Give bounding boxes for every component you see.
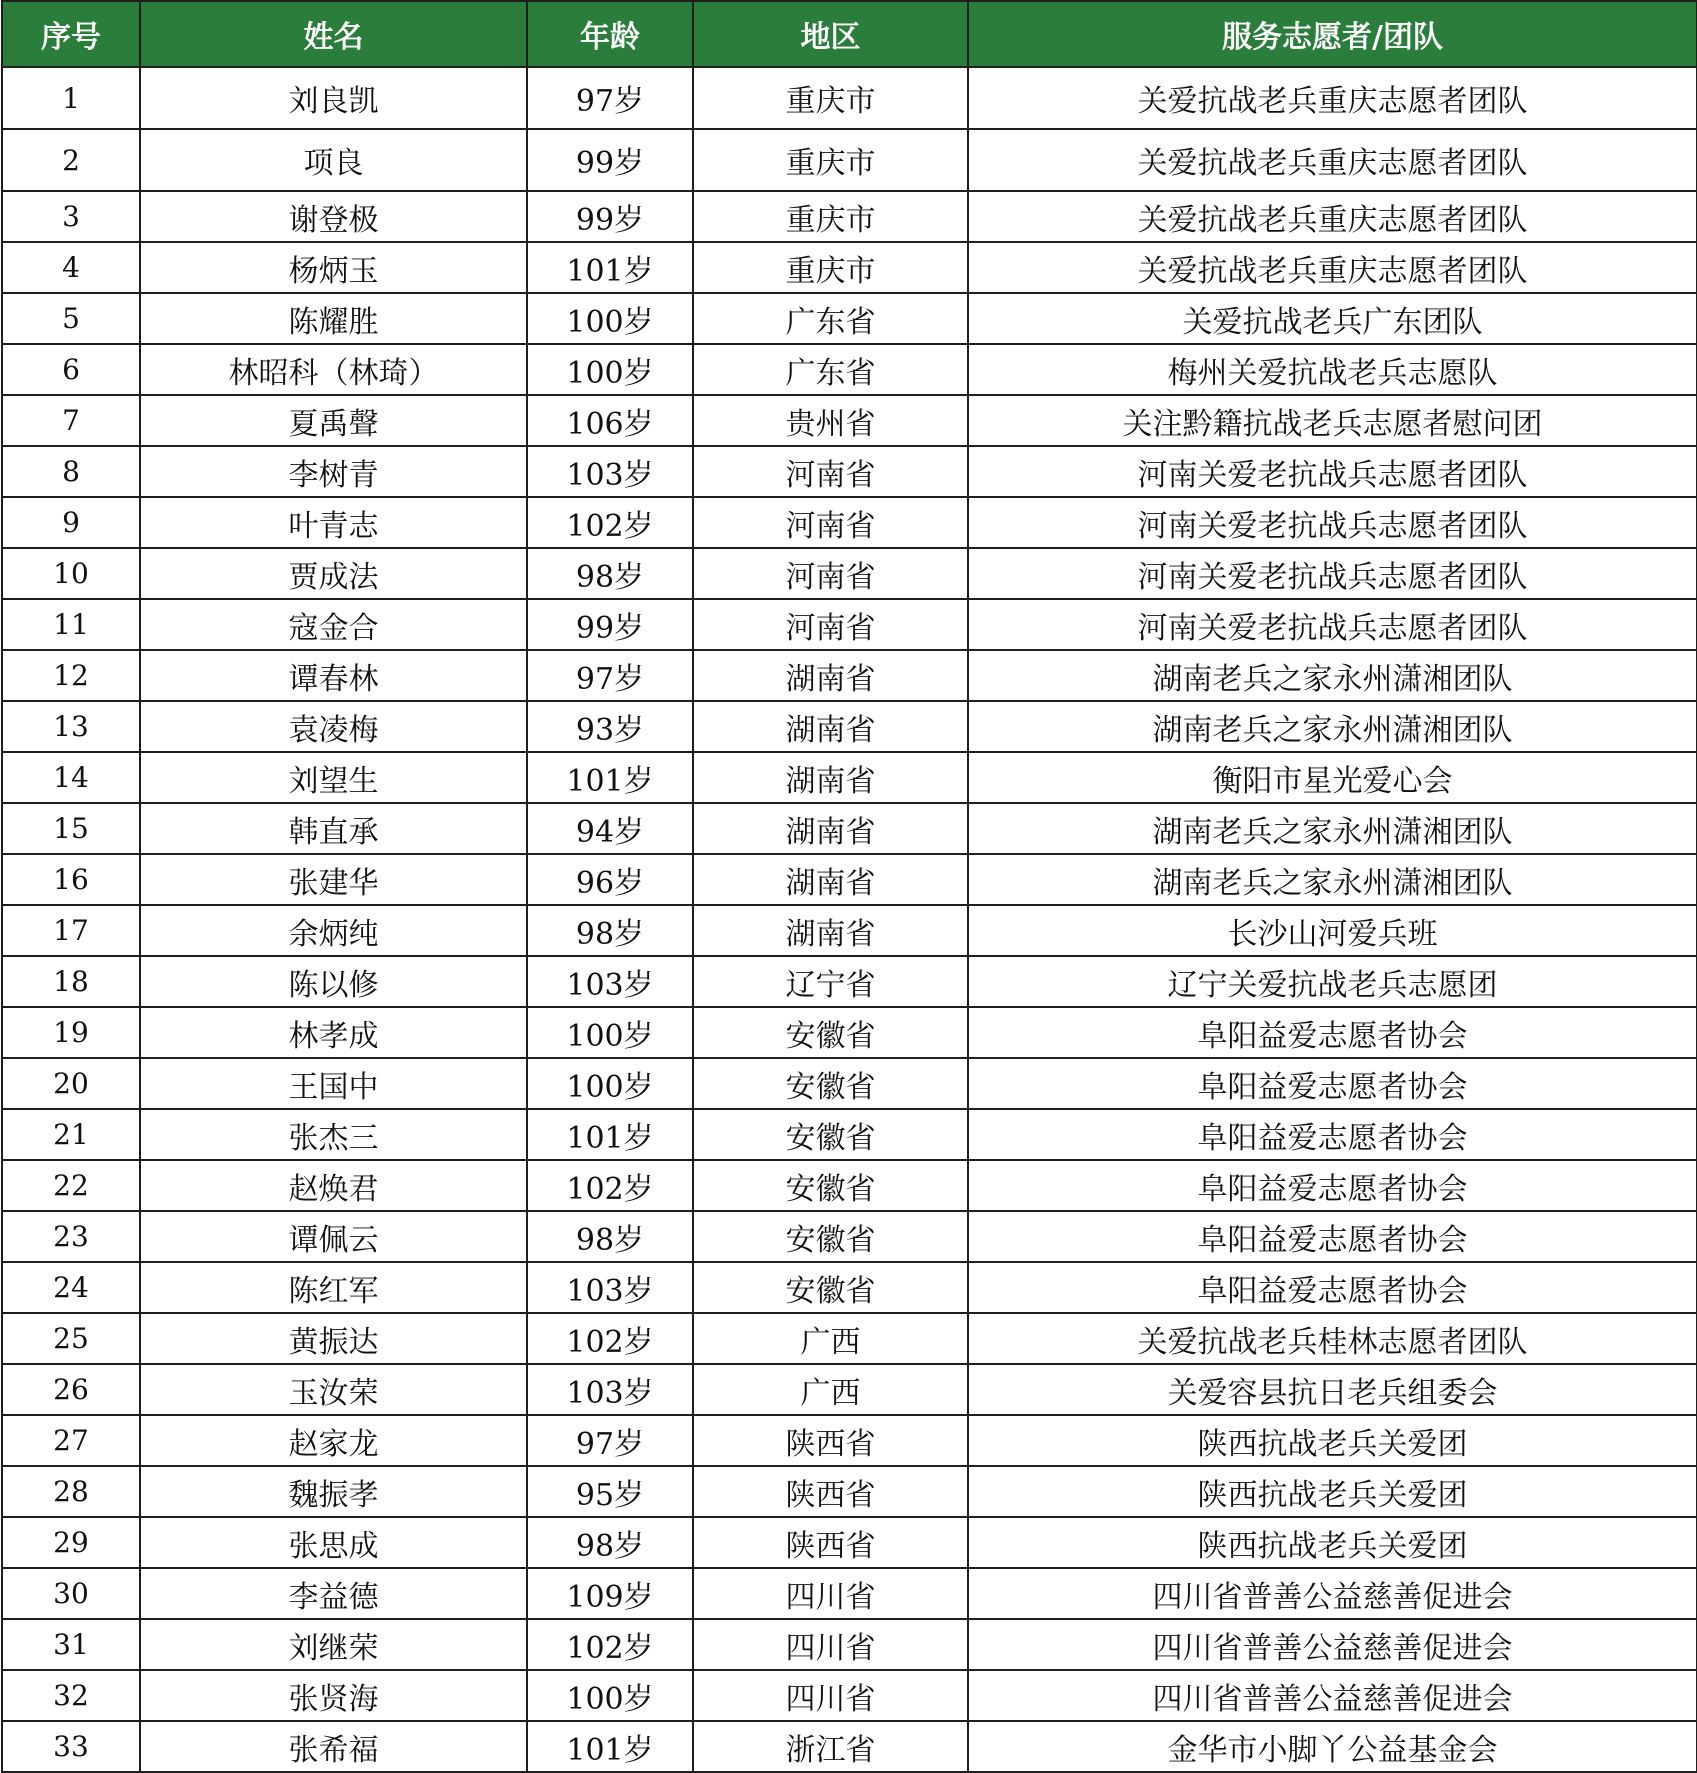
cell-serial: 30 [2, 1568, 140, 1619]
veterans-table [1, 0, 1697, 1773]
cell-name: 李树青 [140, 446, 527, 497]
cell-age: 109岁 [527, 1568, 693, 1619]
cell-serial: 7 [2, 395, 140, 446]
cell-region: 湖南省 [693, 803, 968, 854]
cell-region: 安徽省 [693, 1160, 968, 1211]
cell-region: 安徽省 [693, 1058, 968, 1109]
table-row [2, 1058, 1697, 1109]
cell-team: 阜阳益爱志愿者协会 [968, 1109, 1697, 1160]
table-row [2, 1313, 1697, 1364]
table-row [2, 752, 1697, 803]
cell-name: 李益德 [140, 1568, 527, 1619]
cell-team: 关爱容县抗日老兵组委会 [968, 1364, 1697, 1415]
cell-name: 杨炳玉 [140, 242, 527, 293]
cell-serial: 6 [2, 344, 140, 395]
table-row [2, 293, 1697, 344]
cell-serial: 11 [2, 599, 140, 650]
cell-team: 辽宁关爱抗战老兵志愿团 [968, 956, 1697, 1007]
header-team: 服务志愿者/团队 [968, 1, 1697, 67]
table-row [2, 191, 1697, 242]
cell-name: 陈红军 [140, 1262, 527, 1313]
cell-team: 衡阳市星光爱心会 [968, 752, 1697, 803]
cell-team: 四川省普善公益慈善促进会 [968, 1568, 1697, 1619]
cell-region: 安徽省 [693, 1007, 968, 1058]
cell-serial: 25 [2, 1313, 140, 1364]
table-row [2, 1109, 1697, 1160]
cell-region: 四川省 [693, 1670, 968, 1721]
cell-region: 贵州省 [693, 395, 968, 446]
table-row [2, 67, 1697, 129]
cell-name: 林孝成 [140, 1007, 527, 1058]
cell-region: 湖南省 [693, 854, 968, 905]
cell-name: 项良 [140, 129, 527, 191]
table-row [2, 1160, 1697, 1211]
cell-region: 湖南省 [693, 701, 968, 752]
cell-team: 湖南老兵之家永州潇湘团队 [968, 803, 1697, 854]
cell-age: 96岁 [527, 854, 693, 905]
cell-age: 102岁 [527, 1313, 693, 1364]
cell-team: 关爱抗战老兵广东团队 [968, 293, 1697, 344]
cell-age: 103岁 [527, 446, 693, 497]
cell-region: 河南省 [693, 548, 968, 599]
cell-team: 河南关爱老抗战兵志愿者团队 [968, 497, 1697, 548]
cell-name: 叶青志 [140, 497, 527, 548]
cell-name: 刘望生 [140, 752, 527, 803]
table-header [2, 1, 1697, 67]
table-row [2, 1721, 1697, 1772]
cell-age: 102岁 [527, 1619, 693, 1670]
cell-team: 阜阳益爱志愿者协会 [968, 1058, 1697, 1109]
cell-region: 四川省 [693, 1619, 968, 1670]
cell-region: 湖南省 [693, 650, 968, 701]
cell-serial: 1 [2, 67, 140, 129]
cell-name: 刘继荣 [140, 1619, 527, 1670]
cell-team: 阜阳益爱志愿者协会 [968, 1211, 1697, 1262]
cell-team: 陕西抗战老兵关爱团 [968, 1415, 1697, 1466]
table-row [2, 650, 1697, 701]
cell-age: 97岁 [527, 67, 693, 129]
cell-name: 陈以修 [140, 956, 527, 1007]
cell-age: 100岁 [527, 1670, 693, 1721]
cell-team: 关爱抗战老兵重庆志愿者团队 [968, 67, 1697, 129]
cell-age: 106岁 [527, 395, 693, 446]
cell-region: 四川省 [693, 1568, 968, 1619]
cell-region: 安徽省 [693, 1211, 968, 1262]
cell-serial: 33 [2, 1721, 140, 1772]
cell-serial: 3 [2, 191, 140, 242]
cell-team: 阜阳益爱志愿者协会 [968, 1007, 1697, 1058]
cell-age: 103岁 [527, 956, 693, 1007]
cell-name: 张思成 [140, 1517, 527, 1568]
cell-serial: 21 [2, 1109, 140, 1160]
cell-region: 重庆市 [693, 191, 968, 242]
cell-region: 河南省 [693, 446, 968, 497]
cell-serial: 16 [2, 854, 140, 905]
cell-team: 阜阳益爱志愿者协会 [968, 1262, 1697, 1313]
cell-serial: 5 [2, 293, 140, 344]
cell-age: 100岁 [527, 293, 693, 344]
cell-team: 河南关爱老抗战兵志愿者团队 [968, 446, 1697, 497]
cell-name: 张建华 [140, 854, 527, 905]
table-row [2, 446, 1697, 497]
cell-name: 余炳纯 [140, 905, 527, 956]
cell-team: 湖南老兵之家永州潇湘团队 [968, 701, 1697, 752]
cell-region: 陕西省 [693, 1466, 968, 1517]
cell-serial: 17 [2, 905, 140, 956]
cell-serial: 15 [2, 803, 140, 854]
cell-age: 99岁 [527, 129, 693, 191]
cell-name: 张贤海 [140, 1670, 527, 1721]
table-row [2, 1670, 1697, 1721]
cell-team: 湖南老兵之家永州潇湘团队 [968, 650, 1697, 701]
cell-serial: 2 [2, 129, 140, 191]
cell-name: 玉汝荣 [140, 1364, 527, 1415]
table-row [2, 129, 1697, 191]
cell-region: 辽宁省 [693, 956, 968, 1007]
cell-serial: 26 [2, 1364, 140, 1415]
cell-team: 阜阳益爱志愿者协会 [968, 1160, 1697, 1211]
cell-region: 重庆市 [693, 129, 968, 191]
cell-age: 102岁 [527, 1160, 693, 1211]
table-row [2, 548, 1697, 599]
cell-region: 广西 [693, 1364, 968, 1415]
cell-team: 陕西抗战老兵关爱团 [968, 1517, 1697, 1568]
cell-region: 安徽省 [693, 1262, 968, 1313]
cell-age: 99岁 [527, 599, 693, 650]
table-row [2, 1619, 1697, 1670]
cell-name: 林昭科（林琦） [140, 344, 527, 395]
cell-name: 谭佩云 [140, 1211, 527, 1262]
cell-team: 四川省普善公益慈善促进会 [968, 1619, 1697, 1670]
cell-age: 101岁 [527, 1109, 693, 1160]
cell-serial: 31 [2, 1619, 140, 1670]
table-row [2, 599, 1697, 650]
table-row [2, 242, 1697, 293]
cell-age: 100岁 [527, 1007, 693, 1058]
cell-region: 湖南省 [693, 905, 968, 956]
cell-name: 贾成法 [140, 548, 527, 599]
cell-serial: 29 [2, 1517, 140, 1568]
cell-serial: 20 [2, 1058, 140, 1109]
table-row [2, 1364, 1697, 1415]
cell-age: 98岁 [527, 905, 693, 956]
cell-serial: 23 [2, 1211, 140, 1262]
cell-age: 94岁 [527, 803, 693, 854]
cell-team: 河南关爱老抗战兵志愿者团队 [968, 548, 1697, 599]
table-row [2, 905, 1697, 956]
cell-serial: 4 [2, 242, 140, 293]
cell-age: 97岁 [527, 650, 693, 701]
cell-age: 98岁 [527, 1517, 693, 1568]
cell-name: 谢登极 [140, 191, 527, 242]
table-row [2, 956, 1697, 1007]
cell-age: 101岁 [527, 242, 693, 293]
cell-region: 重庆市 [693, 67, 968, 129]
cell-team: 陕西抗战老兵关爱团 [968, 1466, 1697, 1517]
cell-serial: 32 [2, 1670, 140, 1721]
cell-name: 陈耀胜 [140, 293, 527, 344]
cell-serial: 24 [2, 1262, 140, 1313]
cell-age: 98岁 [527, 548, 693, 599]
table-row [2, 1415, 1697, 1466]
cell-name: 刘良凯 [140, 67, 527, 129]
cell-team: 河南关爱老抗战兵志愿者团队 [968, 599, 1697, 650]
table-row [2, 701, 1697, 752]
cell-team: 关注黔籍抗战老兵志愿者慰问团 [968, 395, 1697, 446]
cell-team: 梅州关爱抗战老兵志愿队 [968, 344, 1697, 395]
cell-name: 黄振达 [140, 1313, 527, 1364]
cell-region: 湖南省 [693, 752, 968, 803]
table-row [2, 803, 1697, 854]
cell-region: 陕西省 [693, 1415, 968, 1466]
header-age: 年龄 [527, 1, 693, 67]
cell-name: 赵家龙 [140, 1415, 527, 1466]
cell-region: 安徽省 [693, 1109, 968, 1160]
table-row [2, 395, 1697, 446]
cell-team: 关爱抗战老兵重庆志愿者团队 [968, 191, 1697, 242]
cell-serial: 9 [2, 497, 140, 548]
cell-name: 赵焕君 [140, 1160, 527, 1211]
cell-serial: 28 [2, 1466, 140, 1517]
cell-age: 99岁 [527, 191, 693, 242]
header-serial: 序号 [2, 1, 140, 67]
table-row [2, 344, 1697, 395]
cell-age: 95岁 [527, 1466, 693, 1517]
cell-team: 长沙山河爱兵班 [968, 905, 1697, 956]
table-row [2, 1262, 1697, 1313]
cell-name: 谭春林 [140, 650, 527, 701]
cell-serial: 14 [2, 752, 140, 803]
cell-age: 93岁 [527, 701, 693, 752]
cell-region: 广东省 [693, 293, 968, 344]
cell-team: 关爱抗战老兵重庆志愿者团队 [968, 242, 1697, 293]
table-row [2, 854, 1697, 905]
cell-name: 张杰三 [140, 1109, 527, 1160]
cell-region: 重庆市 [693, 242, 968, 293]
cell-region: 河南省 [693, 599, 968, 650]
cell-serial: 13 [2, 701, 140, 752]
table-row [2, 1466, 1697, 1517]
cell-region: 广西 [693, 1313, 968, 1364]
cell-region: 陕西省 [693, 1517, 968, 1568]
table-row [2, 1568, 1697, 1619]
cell-serial: 22 [2, 1160, 140, 1211]
table-body [2, 67, 1697, 1772]
cell-age: 101岁 [527, 752, 693, 803]
cell-name: 张希福 [140, 1721, 527, 1772]
cell-name: 魏振孝 [140, 1466, 527, 1517]
cell-serial: 27 [2, 1415, 140, 1466]
cell-age: 98岁 [527, 1211, 693, 1262]
table-row [2, 1211, 1697, 1262]
cell-team: 关爱抗战老兵桂林志愿者团队 [968, 1313, 1697, 1364]
cell-serial: 19 [2, 1007, 140, 1058]
cell-serial: 8 [2, 446, 140, 497]
cell-region: 河南省 [693, 497, 968, 548]
cell-region: 广东省 [693, 344, 968, 395]
cell-age: 101岁 [527, 1721, 693, 1772]
cell-age: 100岁 [527, 344, 693, 395]
cell-serial: 10 [2, 548, 140, 599]
cell-age: 102岁 [527, 497, 693, 548]
cell-serial: 18 [2, 956, 140, 1007]
header-name: 姓名 [140, 1, 527, 67]
cell-team: 湖南老兵之家永州潇湘团队 [968, 854, 1697, 905]
table-row [2, 497, 1697, 548]
cell-serial: 12 [2, 650, 140, 701]
cell-region: 浙江省 [693, 1721, 968, 1772]
table-row [2, 1007, 1697, 1058]
cell-team: 金华市小脚丫公益基金会 [968, 1721, 1697, 1772]
cell-age: 103岁 [527, 1364, 693, 1415]
header-region: 地区 [693, 1, 968, 67]
header-row [2, 1, 1697, 67]
cell-team: 四川省普善公益慈善促进会 [968, 1670, 1697, 1721]
cell-age: 103岁 [527, 1262, 693, 1313]
cell-age: 100岁 [527, 1058, 693, 1109]
cell-name: 王国中 [140, 1058, 527, 1109]
cell-age: 97岁 [527, 1415, 693, 1466]
table-row [2, 1517, 1697, 1568]
cell-name: 寇金合 [140, 599, 527, 650]
cell-name: 夏禹聲 [140, 395, 527, 446]
cell-name: 袁凌梅 [140, 701, 527, 752]
cell-name: 韩直承 [140, 803, 527, 854]
cell-team: 关爱抗战老兵重庆志愿者团队 [968, 129, 1697, 191]
